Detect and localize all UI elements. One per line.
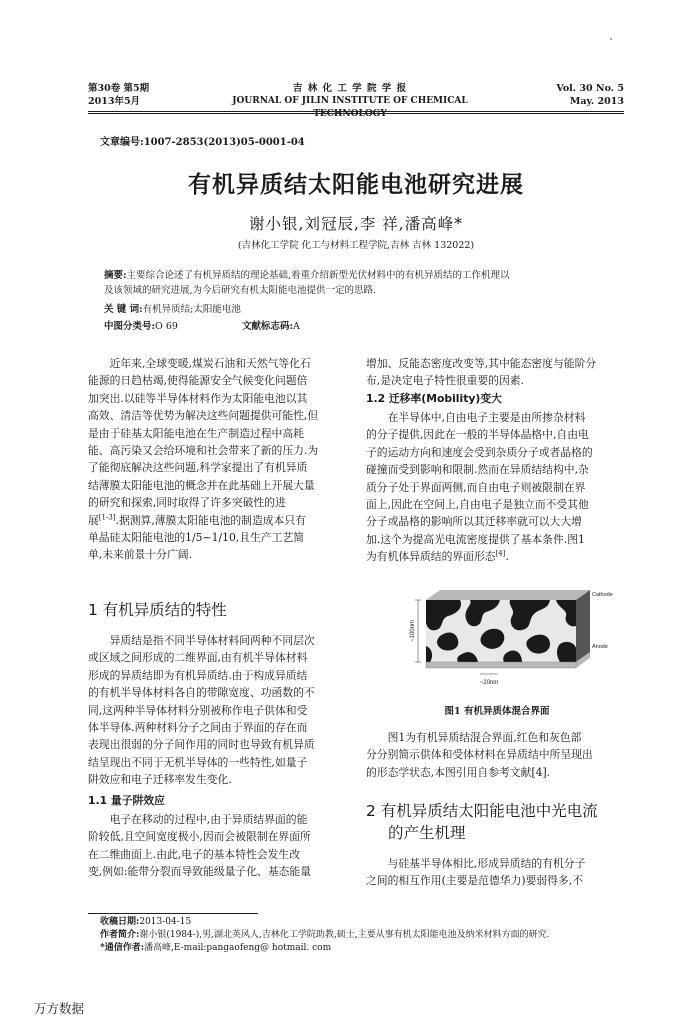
text-line: 的研究和探索,同时取得了许多突破性的进 <box>88 496 286 510</box>
wanfang-watermark: 万方数据 <box>34 1001 85 1016</box>
citation: [1-3] <box>98 513 116 522</box>
keywords <box>104 302 241 317</box>
cathode-label: Cathode <box>592 592 613 598</box>
text-line: 质分子处于界面两侧,而自由电子则被限制在界 <box>366 480 586 494</box>
footnote-rule <box>88 913 258 914</box>
clc-label: 中图分类号: <box>104 321 156 332</box>
section-1-2-heading: 1.2 迁移率(Mobility)变大 <box>366 392 502 405</box>
publication-date: 2013年5月 <box>88 96 141 107</box>
text-line: 图1为有机异质结混合界面,红色和灰色部 <box>387 731 582 744</box>
journal-name-en: JOURNAL OF JILIN INSTITUTE OF CHEMICAL TECHNOLOGY <box>232 96 468 119</box>
text-line: 是由于硅基太阳能电池在生产制造过程中高耗 <box>88 426 304 440</box>
figure-1-caption: 图1 有机异质体混合界面 <box>444 706 550 717</box>
text-line: 加.这个为提高光电流密度提供了基本条件.图1 <box>366 532 585 546</box>
section-1-heading: 1 有机异质结的特性 <box>88 601 227 619</box>
footnotes <box>100 916 640 955</box>
text-line: 在半导体中,自由电子主要是由所掺杂材料 <box>387 411 586 424</box>
received-value: 2013-04-15 <box>139 917 192 927</box>
text-line: 变,例如:能带分裂而导致能级量子化、基态能量 <box>88 865 312 879</box>
affiliation: (吉林化工学院 化工与材料工程学院,吉林 吉林 132022) <box>237 240 475 251</box>
keywords-label: 关 键 词: <box>104 304 143 315</box>
section-2-paragraph <box>366 855 628 890</box>
section-2-heading-line: 2 有机异质结太阳能电池中光电流 <box>366 802 598 820</box>
anode-label: Anode <box>592 644 608 650</box>
text-line: 了能彻底解决这些问题,科学家提出了有机异质 <box>88 461 308 475</box>
text-line: 能、高污染又会给环境和社会带来了新的压力.为 <box>88 444 319 458</box>
abstract-label: 摘要: <box>104 270 127 281</box>
text-line: 的分子提供,因此在一般的半导体晶格中,自由电 <box>366 428 589 442</box>
text-line: 增加、反能态密度改变等,其中能态密度与能阶分 <box>366 357 597 370</box>
abstract-line: 主要综合论述了有机异质结的理论基础,着重介绍新型光伏材料中的有机异质结的工作机理以 <box>126 270 510 281</box>
article-number: 文章编号:1007-2853(2013)05-0001-04 <box>100 137 305 148</box>
doc-code-text: A <box>293 321 300 332</box>
author-bio-label: 作者简介: <box>100 930 140 940</box>
text-line: 单晶硅太阳能电池的1/5~1/10,且生产工艺简 <box>88 531 305 545</box>
text-line: 形成的异质结即为有机异质结.由于构成异质结 <box>88 668 308 682</box>
text-line: 碰撞而受到影响和限制.然而在异质结结构中,杂 <box>366 463 589 477</box>
text-line: 近年来,全球变暖,煤炭石油和天然气等化石 <box>109 357 311 370</box>
text-line: 面上,因此在空间上,自由电子是独立而不受其他 <box>366 498 589 512</box>
section-1-paragraph <box>88 632 350 789</box>
journal-volume-info <box>88 82 149 108</box>
text-line: 子的运动方向和速度会受到杂质分子或者晶格的 <box>366 445 593 459</box>
received-date <box>100 916 640 929</box>
corresponding-label: *通信作者: <box>100 943 145 953</box>
section-1-1-heading: 1.1 量子阱效应 <box>88 794 165 807</box>
text-fragment: .据测算,薄膜太阳能电池的制造成本只有 <box>115 513 306 527</box>
journal-volume-en <box>556 82 624 108</box>
keywords-text: 有机异质结;太阳能电池 <box>142 304 241 315</box>
paper-title: 有机异质结太阳能电池研究进展 <box>188 172 524 198</box>
text-fragment: 为有机体异质结的界面形态 <box>366 550 496 564</box>
abstract <box>104 268 616 298</box>
author-bio <box>100 929 640 942</box>
text-line: 加突出.以硅等半导体材料作为太阳能电池以其 <box>88 391 308 405</box>
text-line: 单,未来前景十分广阔. <box>88 548 193 562</box>
figure-description-paragraph <box>366 729 628 781</box>
abstract-line: 及该领域的研究进展,为今后研究有机太阳能电池提供一定的思路. <box>104 285 377 296</box>
section-2-heading-line: 的产生机理 <box>388 824 466 842</box>
text-line: 结呈现出不同于无机半导体的一些特性,如量子 <box>88 755 308 769</box>
anode-front <box>426 662 576 668</box>
authors: 谢小银,刘冠辰,李 祥,潘高峰* <box>249 215 463 233</box>
right-side-face <box>576 590 590 662</box>
height-label: ~100nm <box>410 620 416 642</box>
text-line: 阱效应和电子迁移率发生变化. <box>88 773 232 787</box>
section-1-1-paragraph <box>88 811 350 881</box>
text-line: 表现出很弱的分子间作用的同时也导致有机异质 <box>88 738 315 752</box>
classification-number <box>104 318 178 332</box>
clc-text: O 69 <box>155 321 178 332</box>
doc-code-label: 文献标志码: <box>242 321 294 332</box>
text-line: 分子或晶格的影响所以其迁移率就可以大大增 <box>366 515 582 529</box>
corresponding-author <box>100 942 640 955</box>
text-line: 阶较低,且空间宽度极小,因而会被限制在界面所 <box>88 830 311 844</box>
document-code <box>242 318 300 332</box>
figure-1-bulk-heterojunction <box>400 586 620 690</box>
journal-name <box>200 82 500 121</box>
text-line: 异质结是指不同半导体材料间两种不同层次 <box>109 634 315 647</box>
publication-date-en: May. 2013 <box>569 96 624 107</box>
text-line: 高效、清洁等优势为解决这些问题提供可能性,但 <box>88 409 319 423</box>
text-line: 同,这两种半导体材料分别被称作电子供体和受 <box>88 703 308 717</box>
cathode-top-face <box>426 590 590 600</box>
text-line: 分分别简示供体和受体材料在异质结中所呈现出 <box>366 748 593 762</box>
width-label: ~20nm <box>479 680 499 686</box>
volume-issue-en: Vol. 30 No. 5 <box>556 83 624 94</box>
text-line: 与硅基半导体相比,形成异质结的有机分子 <box>387 857 586 870</box>
text-line: 或区域之间形成的二维界面,由有机半导体材料 <box>88 651 308 665</box>
header-rule <box>88 111 624 112</box>
volume-issue: 第30卷 第5期 <box>88 83 150 94</box>
text-line: 的有机半导体材料各自的带隙宽度、功函数的不 <box>88 686 315 700</box>
intro-paragraph <box>88 355 350 564</box>
text-line: 为有机体异质结的界面形态[4]. <box>366 549 509 564</box>
continued-paragraph <box>366 355 628 390</box>
text-line: 之间的相互作用(主要是范德华力)要弱得多,不 <box>366 874 583 888</box>
text-line <box>88 512 350 529</box>
text-fragment: 展 <box>88 513 99 527</box>
header-rule-thin <box>88 113 624 114</box>
text-line: 体半导体.两种材料分子之间由于界面的存在而 <box>88 721 308 735</box>
text-line: 布,是决定电子特性很重要的因素. <box>366 374 525 388</box>
author-bio-text: 谢小银(1984-),男,湖北英风人,吉林化工学院助教,硕士,主要从事有机太阳能电池及纳米材料方面的研究. <box>139 930 550 940</box>
journal-name-cn: 吉 林 化 工 学 院 学 报 <box>292 83 408 94</box>
text-line: 结薄膜太阳能电池的概念并在此基础上开展大量 <box>88 478 315 492</box>
corresponding-text: 潘高峰,E-mail:pangaofeng@ hotmail. com <box>144 943 332 953</box>
text-line: 能源的日趋枯竭,使得能源安全气候变化问题倍 <box>88 374 308 388</box>
received-label: 收稿日期: <box>100 917 140 927</box>
citation: [4] <box>495 549 506 558</box>
text-line: 在二维曲面上.由此,电子的基本特性会发生改 <box>88 847 301 861</box>
section-2-heading <box>366 800 634 844</box>
section-1-2-paragraph <box>366 409 628 566</box>
text-line: 的形态学状态,本图引用自参考文献[4]. <box>366 765 551 779</box>
scan-dot <box>610 38 612 40</box>
text-line: 电子在移动的过程中,由于异质结界面的能 <box>109 813 308 826</box>
